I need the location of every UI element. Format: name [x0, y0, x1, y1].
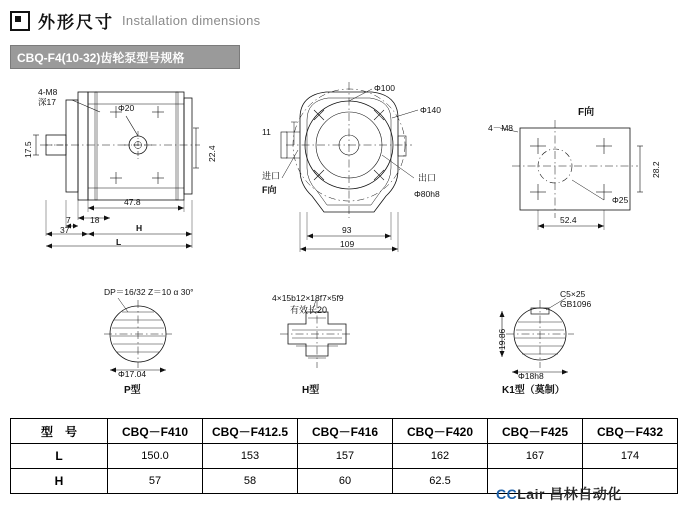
cell-L-2: 157 [298, 444, 393, 469]
cell-L-4: 167 [488, 444, 583, 469]
label-front-37: 37 [60, 225, 70, 235]
label-h-length: 有效长20 [290, 305, 328, 315]
label-front-phi20: Φ20 [118, 103, 135, 113]
table-row-L [11, 444, 678, 469]
label-p-title: P型 [124, 385, 141, 396]
label-side-93: 93 [342, 225, 352, 235]
row-header-H: H [11, 469, 108, 494]
cell-model-4: CBQ－F425 [488, 419, 583, 444]
label-side-109: 109 [340, 239, 355, 249]
cell-L-1: 153 [203, 444, 298, 469]
label-k1-key: C5×25 [560, 289, 586, 299]
label-side-outlet: 出口 [418, 173, 437, 183]
label-fview-title: F向 [578, 107, 595, 118]
cell-L-5: 174 [583, 444, 678, 469]
cell-model-0: CBQ－F410 [108, 419, 203, 444]
cell-model-2: CBQ－F416 [298, 419, 393, 444]
spec-table [10, 418, 678, 494]
label-side-phi80h8: Φ80h8 [414, 189, 440, 199]
label-front-17-5: 17.5 [23, 141, 33, 158]
label-k1-phi18h8: Φ18h8 [518, 371, 544, 381]
row-header-model: 型 号 [11, 419, 108, 444]
label-k1-title: K1型（莫制） [502, 385, 565, 396]
label-front-47-8: 47.8 [124, 197, 141, 207]
cell-H-1: 58 [203, 469, 298, 494]
label-front-18: 18 [90, 215, 100, 225]
cell-L-0: 150.0 [108, 444, 203, 469]
cell-H-3: 62.5 [393, 469, 488, 494]
cell-L-3: 162 [393, 444, 488, 469]
label-h-title: H型 [302, 385, 320, 396]
label-side-inlet: 进口 [262, 171, 281, 181]
label-p-phi17-04: Φ17.04 [118, 369, 147, 379]
label-front-7: 7 [66, 215, 71, 225]
label-h-spec: 4×15b12×18f7×5f9 [272, 293, 344, 303]
cell-H-2: 60 [298, 469, 393, 494]
table-row-models [11, 419, 678, 444]
label-side-11: 11 [262, 127, 271, 137]
page-subtitle: Installation dimensions [122, 13, 261, 28]
label-front-depth17: 深17 [38, 97, 56, 107]
label-front-22-4: 22.4 [207, 145, 217, 162]
label-fview-4m8: 4－M8 [488, 123, 514, 133]
cell-model-1: CBQ－F412.5 [203, 419, 298, 444]
cell-model-5: CBQ－F432 [583, 419, 678, 444]
section-title-label: CBQ-F4(10-32)齿轮泵型号规格 [17, 51, 185, 65]
label-side-phi140: Φ140 [420, 105, 441, 115]
label-k1-19-86: 19.86 [497, 328, 507, 350]
watermark-prefix: CC [496, 486, 518, 502]
label-front-L: L [116, 237, 122, 247]
cell-H-0: 57 [108, 469, 203, 494]
label-p-spline: DP＝16/32 Z＝10 α 30° [104, 287, 194, 297]
watermark [496, 484, 622, 504]
label-front-4m8: 4-M8 [38, 87, 58, 97]
label-k1-std: GB1096 [560, 299, 592, 309]
label-front-H: H [136, 223, 143, 233]
label-fview-phi25: Φ25 [612, 195, 629, 205]
label-fview-52-4: 52.4 [560, 215, 577, 225]
label-fview-28-2: 28.2 [651, 161, 661, 178]
label-side-phi100: Φ100 [374, 83, 395, 93]
watermark-text: Lair 昌林自动化 [517, 486, 622, 502]
cell-model-3: CBQ－F420 [393, 419, 488, 444]
row-header-L: L [11, 444, 108, 469]
label-side-f-dir: F向 [262, 185, 277, 195]
page-title: 外形尺寸 [38, 13, 114, 32]
